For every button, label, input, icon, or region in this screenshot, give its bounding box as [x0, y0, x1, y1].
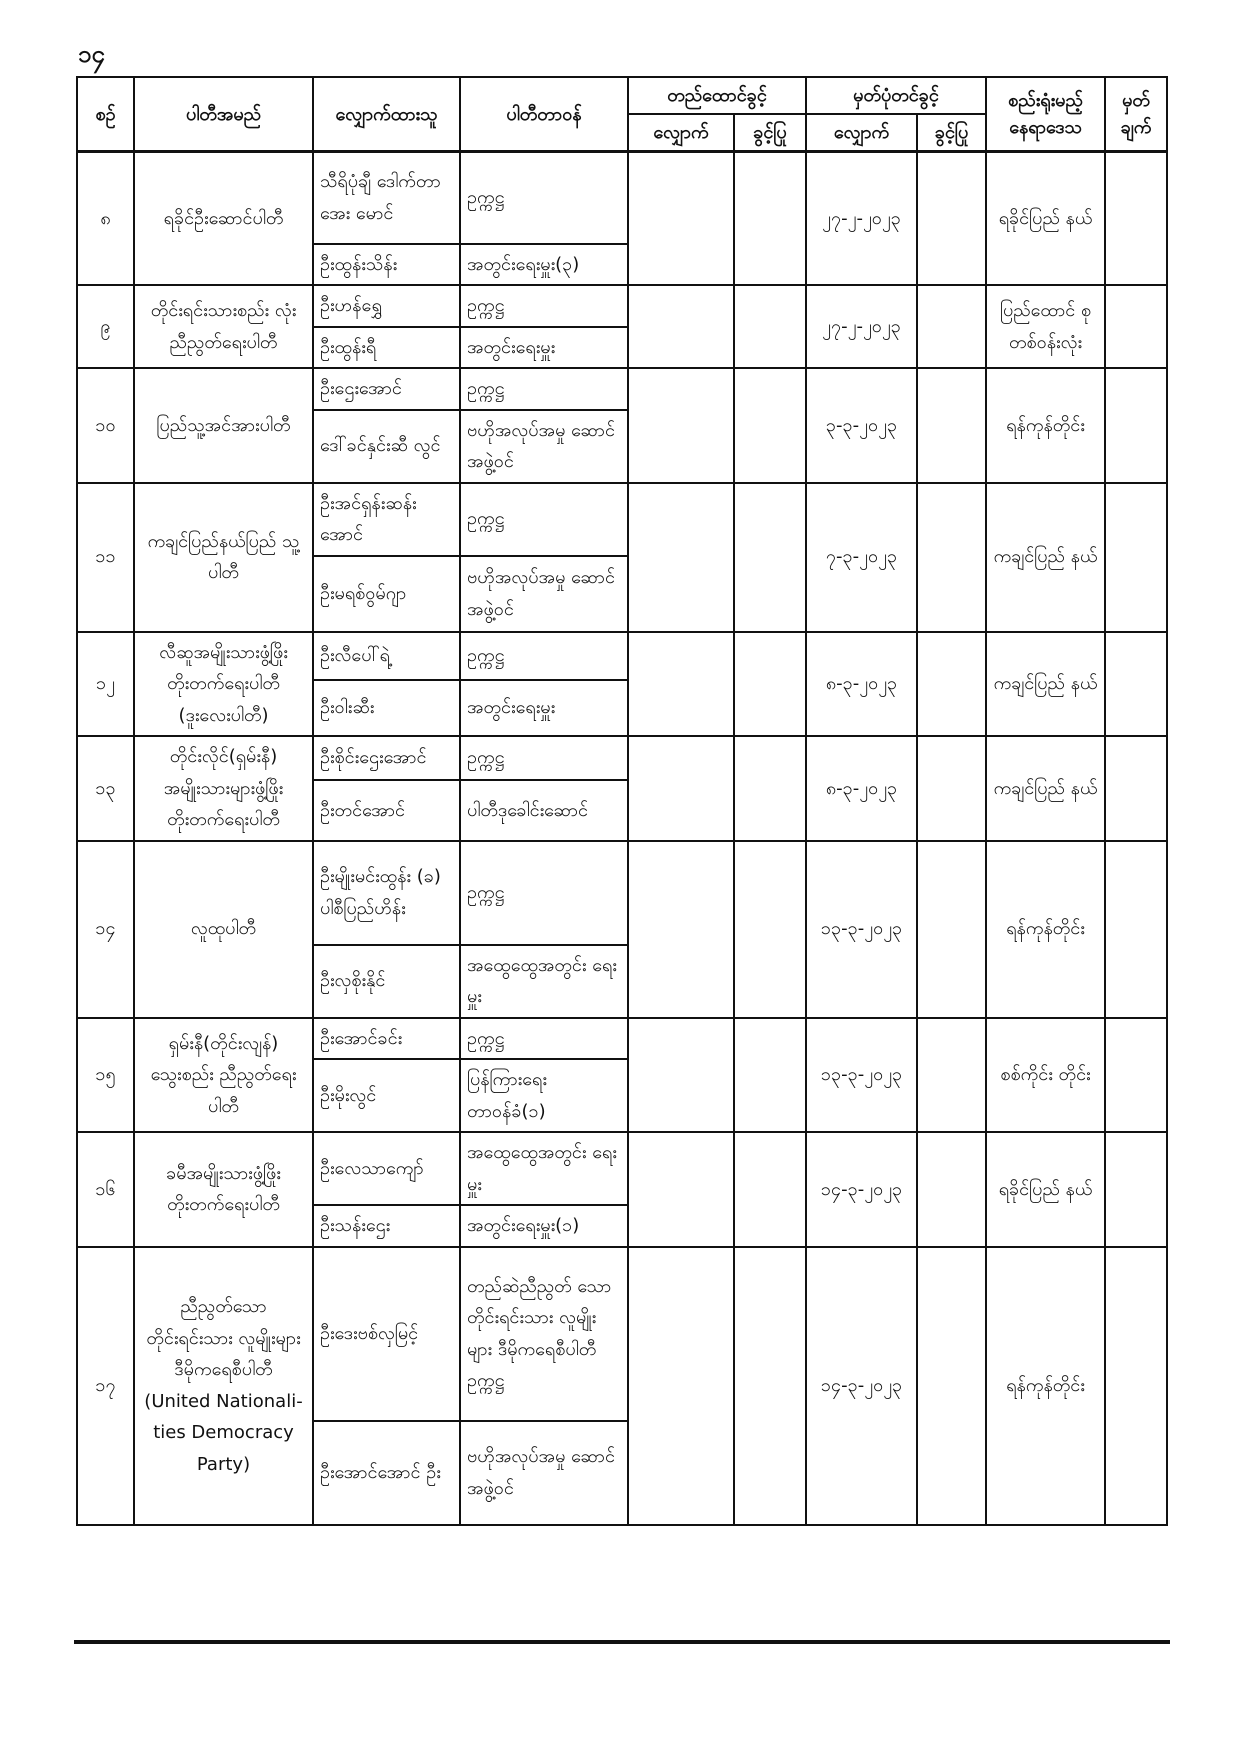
party-registration-table: [76, 76, 1168, 1526]
table-row: [77, 285, 1167, 327]
table-row: [77, 368, 1167, 410]
table-row: [77, 1247, 1167, 1421]
register-approve-cell: [917, 152, 986, 286]
hq-location-cell: စစ်ကိုင်း တိုင်း: [986, 1018, 1105, 1133]
establish-approve-cell: [734, 841, 806, 1018]
applicant-cell: ဦးလေသာကျော်: [313, 1132, 460, 1205]
party-name-cell: ပြည်သူ့အင်အားပါတီ: [134, 368, 313, 483]
hq-location-cell: ရန်ကုန်တိုင်း: [986, 1247, 1105, 1525]
register-apply-cell: ၁၄-၃-၂၀၂၃: [806, 1247, 917, 1525]
serial-cell: ၁၂: [77, 632, 134, 737]
party-duty-cell: ဥက္ကဋ္ဌ: [460, 841, 628, 945]
party-duty-cell: ဥက္ကဋ္ဌ: [460, 1018, 628, 1060]
applicant-cell: သီရိပုံချီ ဒေါက်တာအေး မောင်: [313, 152, 460, 244]
register-apply-cell: ၈-၃-၂၀၂၃: [806, 632, 917, 737]
remarks-cell: [1105, 736, 1167, 841]
establish-apply-cell: [628, 1132, 734, 1247]
header-applicant: လျှောက်ထားသူ: [313, 77, 460, 152]
header-register-apply: လျှောက်: [806, 114, 917, 152]
register-approve-cell: [917, 483, 986, 632]
serial-cell: ၁၁: [77, 483, 134, 632]
register-approve-cell: [917, 1132, 986, 1247]
party-name-cell: ရခိုင်ဦးဆောင်ပါတီ: [134, 152, 313, 286]
applicant-cell: ဦးမျိုးမင်းထွန်း (ခ) ပါစီပြည်ဟိန်း: [313, 841, 460, 945]
applicant-cell: ဦးထွန်းသိန်း: [313, 244, 460, 286]
remarks-cell: [1105, 483, 1167, 632]
header-remarks: မှတ် ချက်: [1105, 77, 1167, 152]
remarks-cell: [1105, 368, 1167, 483]
establish-approve-cell: [734, 285, 806, 368]
party-duty-cell: ပြန်ကြားရေး တာဝန်ခံ(၁): [460, 1059, 628, 1132]
establish-apply-cell: [628, 1018, 734, 1133]
serial-cell: ၁၇: [77, 1247, 134, 1525]
party-duty-cell: ဥက္ကဋ္ဌ: [460, 483, 628, 556]
header-party-duty: ပါတီတာဝန်: [460, 77, 628, 152]
hq-location-cell: ကချင်ပြည် နယ်: [986, 483, 1105, 632]
applicant-cell: ဦးစိုင်းဌေးအောင်: [313, 736, 460, 780]
party-duty-cell: တည်ဆဲညီညွတ် သော တိုင်းရင်းသား လူမျိုးများ ဒီမိုကရေစီပါတီ ဥက္ကဋ္ဌ: [460, 1247, 628, 1421]
applicant-cell: ဦးဌေးအောင်: [313, 368, 460, 410]
applicant-cell: ဦးသန်းဌေး: [313, 1205, 460, 1247]
applicant-cell: ဦးလီပေါ်ရဲ့: [313, 632, 460, 681]
applicant-cell: ဦးမရစ်ဝွမ်ဂျာ: [313, 556, 460, 632]
hq-location-cell: ကချင်ပြည် နယ်: [986, 736, 1105, 841]
serial-cell: ၁၄: [77, 841, 134, 1018]
hq-location-cell: ပြည်ထောင် စုတစ်ဝန်းလုံး: [986, 285, 1105, 368]
party-name-cell: တိုင်းလိုင်(ရှမ်းနီ) အမျိုးသားများဖွံ့ဖြိုး တိုးတက်ရေးပါတီ: [134, 736, 313, 841]
hq-location-cell: ရန်ကုန်တိုင်း: [986, 841, 1105, 1018]
header-register-approve: ခွင့်ပြု: [917, 114, 986, 152]
header-establish-apply: လျှောက်: [628, 114, 734, 152]
party-name-cell: ကချင်ပြည်နယ်ပြည် သူ့ပါတီ: [134, 483, 313, 632]
establish-approve-cell: [734, 632, 806, 737]
remarks-cell: [1105, 1018, 1167, 1133]
register-approve-cell: [917, 632, 986, 737]
table-row: [77, 632, 1167, 681]
register-apply-cell: ၃-၃-၂၀၂၃: [806, 368, 917, 483]
establish-apply-cell: [628, 736, 734, 841]
establish-approve-cell: [734, 483, 806, 632]
table-row: [77, 483, 1167, 556]
party-duty-cell: ဥက္ကဋ္ဌ: [460, 152, 628, 244]
header-establish-approve: ခွင့်ပြု: [734, 114, 806, 152]
establish-approve-cell: [734, 368, 806, 483]
table-row: [77, 736, 1167, 780]
party-duty-cell: အထွေထွေအတွင်း ရေးမှူး: [460, 945, 628, 1018]
establish-apply-cell: [628, 368, 734, 483]
establish-approve-cell: [734, 1132, 806, 1247]
establish-approve-cell: [734, 1018, 806, 1133]
establish-apply-cell: [628, 152, 734, 286]
remarks-cell: [1105, 1247, 1167, 1525]
party-name-cell: လီဆူအမျိုးသားဖွံ့ဖြိုး တိုးတက်ရေးပါတီ (ဒူးလေးပါတီ): [134, 632, 313, 737]
register-apply-cell: ၂၇-၂-၂၀၂၃: [806, 152, 917, 286]
serial-cell: ၁၆: [77, 1132, 134, 1247]
header-serial: စဉ်: [77, 77, 134, 152]
establish-apply-cell: [628, 632, 734, 737]
page-number: ၁၄: [78, 40, 105, 68]
serial-cell: ၁၀: [77, 368, 134, 483]
party-duty-cell: အတွင်းရေးမှူး(၃): [460, 244, 628, 286]
applicant-cell: ဦးတင်အောင်: [313, 780, 460, 840]
header-hq-location: စည်းရုံးမည့် နေရာဒေသ: [986, 77, 1105, 152]
table-header: [77, 77, 1167, 152]
applicant-cell: ဦးအောင်အောင် ဦး: [313, 1421, 460, 1525]
party-duty-cell: ဗဟိုအလုပ်အမှု ဆောင်အဖွဲ့ဝင်: [460, 410, 628, 483]
party-duty-cell: ဥက္ကဋ္ဌ: [460, 736, 628, 780]
establish-approve-cell: [734, 736, 806, 841]
header-party-name: ပါတီအမည်: [134, 77, 313, 152]
table-row: [77, 152, 1167, 244]
party-duty-cell: အတွင်းရေးမှူး: [460, 680, 628, 736]
party-duty-cell: ပါတီဒုခေါင်းဆောင်: [460, 780, 628, 840]
header-establish-permit: တည်ထောင်ခွင့်: [628, 77, 806, 114]
establish-apply-cell: [628, 483, 734, 632]
party-name-cell: ညီညွတ်သော တိုင်းရင်းသား လူမျိုးများ ဒီမိုကရေစီပါတီ (United Nationali-ties Democracy Party): [134, 1247, 313, 1525]
applicant-cell: ဦးအင်ရှန်းဆန်း အောင်: [313, 483, 460, 556]
establish-apply-cell: [628, 1247, 734, 1525]
applicant-cell: ဦးထွန်းရီ: [313, 327, 460, 369]
party-duty-cell: ဗဟိုအလုပ်အမှု ဆောင်အဖွဲ့ဝင်: [460, 556, 628, 632]
serial-cell: ၈: [77, 152, 134, 286]
header-register-permit: မှတ်ပုံတင်ခွင့်: [806, 77, 986, 114]
establish-approve-cell: [734, 1247, 806, 1525]
remarks-cell: [1105, 152, 1167, 286]
party-name-cell: ရှမ်းနီ(တိုင်းလျန်) သွေးစည်း ညီညွတ်ရေးပါတီ: [134, 1018, 313, 1133]
party-name-cell: တိုင်းရင်းသားစည်း လုံးညီညွတ်ရေးပါတီ: [134, 285, 313, 368]
applicant-cell: ဦးလှစိုးနိုင်: [313, 945, 460, 1018]
applicant-cell: ဦးအောင်ခင်း: [313, 1018, 460, 1060]
bottom-rule: [74, 1640, 1170, 1644]
hq-location-cell: ရန်ကုန်တိုင်း: [986, 368, 1105, 483]
party-duty-cell: ဗဟိုအလုပ်အမှု ဆောင်အဖွဲ့ဝင်: [460, 1421, 628, 1525]
applicant-cell: ဒေါ်ခင်နှင်းဆီ လွင်: [313, 410, 460, 483]
register-apply-cell: ၁၃-၃-၂၀၂၃: [806, 841, 917, 1018]
table-row: [77, 1018, 1167, 1060]
register-apply-cell: ၂၇-၂-၂၀၂၃: [806, 285, 917, 368]
table-row: [77, 1132, 1167, 1205]
establish-apply-cell: [628, 285, 734, 368]
table-body: [77, 152, 1167, 1525]
party-duty-cell: ဥက္ကဋ္ဌ: [460, 285, 628, 327]
party-name-cell: ခမီအမျိုးသားဖွံ့ဖြိုး တိုးတက်ရေးပါတီ: [134, 1132, 313, 1247]
party-duty-cell: ဥက္ကဋ္ဌ: [460, 368, 628, 410]
register-approve-cell: [917, 368, 986, 483]
remarks-cell: [1105, 632, 1167, 737]
party-name-cell: လူထုပါတီ: [134, 841, 313, 1018]
register-approve-cell: [917, 1018, 986, 1133]
serial-cell: ၉: [77, 285, 134, 368]
party-duty-cell: အတွင်းရေးမှူး: [460, 327, 628, 369]
party-duty-cell: အတွင်းရေးမှူး(၁): [460, 1205, 628, 1247]
table-row: [77, 841, 1167, 945]
serial-cell: ၁၅: [77, 1018, 134, 1133]
register-apply-cell: ၇-၃-၂၀၂၃: [806, 483, 917, 632]
establish-apply-cell: [628, 841, 734, 1018]
establish-approve-cell: [734, 152, 806, 286]
applicant-cell: ဦးဟန်ရွှေ: [313, 285, 460, 327]
register-approve-cell: [917, 285, 986, 368]
applicant-cell: ဦးမိုးလွင်: [313, 1059, 460, 1132]
party-duty-cell: ဥက္ကဋ္ဌ: [460, 632, 628, 681]
party-duty-cell: အထွေထွေအတွင်း ရေးမှူး: [460, 1132, 628, 1205]
applicant-cell: ဦးဒေးဗစ်လှမြင့်: [313, 1247, 460, 1421]
hq-location-cell: ရခိုင်ပြည် နယ်: [986, 1132, 1105, 1247]
remarks-cell: [1105, 841, 1167, 1018]
hq-location-cell: ရခိုင်ပြည် နယ်: [986, 152, 1105, 286]
remarks-cell: [1105, 1132, 1167, 1247]
register-apply-cell: ၈-၃-၂၀၂၃: [806, 736, 917, 841]
remarks-cell: [1105, 285, 1167, 368]
register-approve-cell: [917, 1247, 986, 1525]
hq-location-cell: ကချင်ပြည် နယ်: [986, 632, 1105, 737]
register-approve-cell: [917, 841, 986, 1018]
register-apply-cell: ၁၄-၃-၂၀၂၃: [806, 1132, 917, 1247]
register-approve-cell: [917, 736, 986, 841]
serial-cell: ၁၃: [77, 736, 134, 841]
applicant-cell: ဦးဝါးဆီး: [313, 680, 460, 736]
register-apply-cell: ၁၃-၃-၂၀၂၃: [806, 1018, 917, 1133]
